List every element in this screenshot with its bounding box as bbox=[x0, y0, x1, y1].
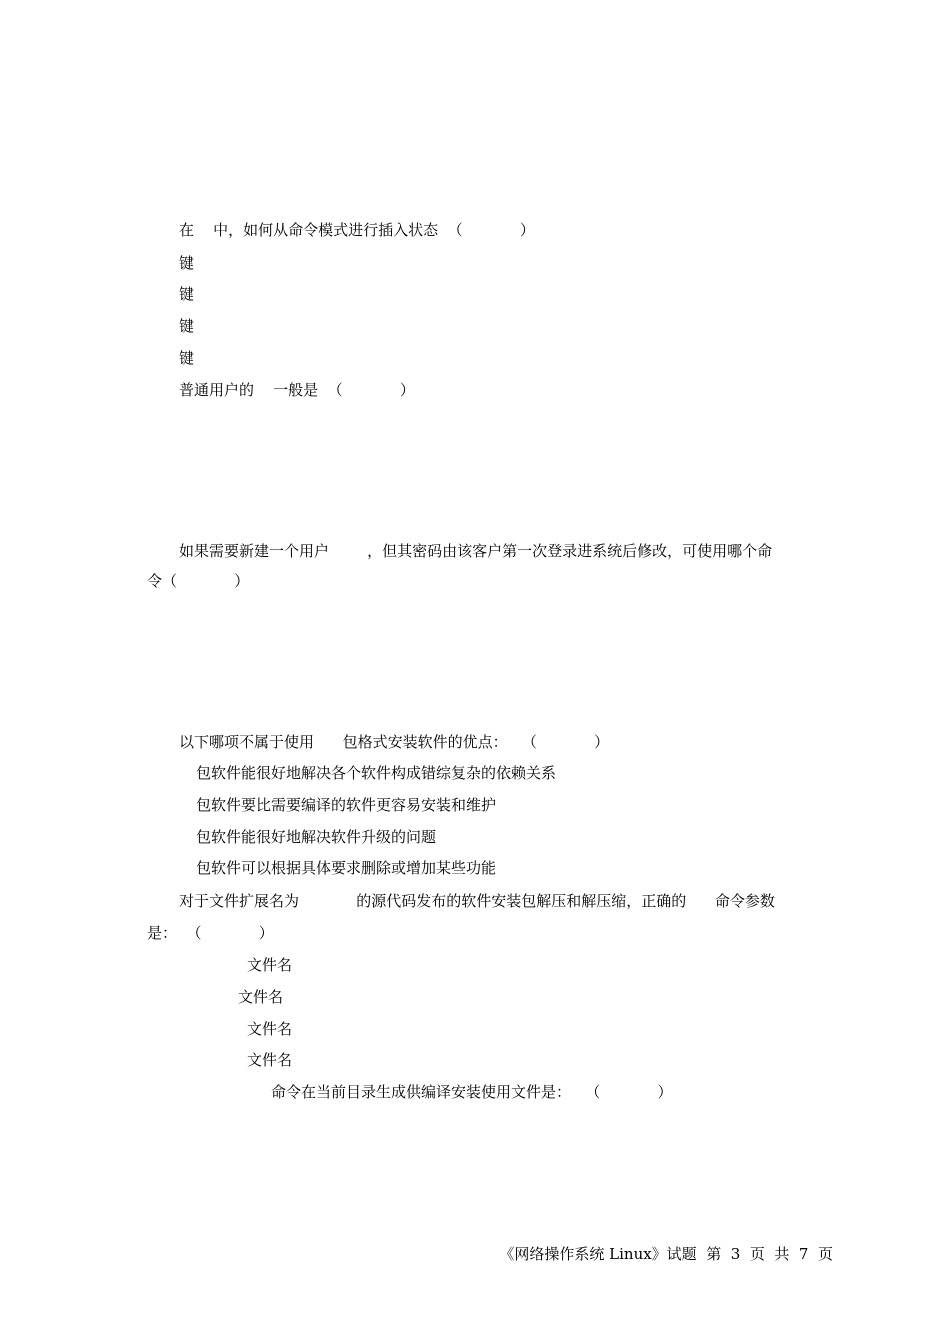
q4-stem: 以下哪项不属于使用 包格式安装软件的优点： （ ） bbox=[179, 733, 610, 751]
q5-option-b: 文件名 bbox=[238, 988, 284, 1006]
q5-stem-line2: 是： （ ） bbox=[147, 924, 274, 942]
q1-option-d: 键 bbox=[179, 349, 195, 367]
q4-option-d: 包软件可以根据具体要求删除或增加某些功能 bbox=[196, 859, 497, 877]
page-footer: 《网络操作系统 Linux》试题 第 3 页 共 7 页 bbox=[499, 1245, 833, 1263]
q5-option-a: 文件名 bbox=[247, 956, 293, 974]
q5-option-d: 文件名 bbox=[247, 1051, 293, 1069]
q6-stem: 命令在当前目录生成供编译安装使用文件是： （ ） bbox=[271, 1083, 673, 1101]
q4-option-b: 包软件要比需要编译的软件更容易安装和维护 bbox=[196, 796, 497, 814]
q3-stem-line1: 如果需要新建一个用户 ，但其密码由该客户第一次登录进系统后修改，可使用哪个命 bbox=[179, 542, 773, 560]
q4-option-a: 包软件能很好地解决各个软件构成错综复杂的依赖关系 bbox=[196, 764, 557, 782]
q2-stem: 普通用户的 一般是 （ ） bbox=[179, 381, 415, 399]
q5-option-c: 文件名 bbox=[247, 1020, 293, 1038]
q4-option-c: 包软件能很好地解决软件升级的问题 bbox=[196, 828, 437, 846]
q3-stem-line2: 令（ ） bbox=[147, 572, 250, 590]
q1-option-b: 键 bbox=[179, 285, 195, 303]
q5-stem-line1: 对于文件扩展名为 的源代码发布的软件安装包解压和解压缩，正确的 命令参数 bbox=[179, 892, 775, 910]
q1-option-a: 键 bbox=[179, 254, 195, 272]
q1-stem: 在 中，如何从命令模式进行插入状态 （ ） bbox=[179, 221, 535, 239]
q1-option-c: 键 bbox=[179, 317, 195, 335]
